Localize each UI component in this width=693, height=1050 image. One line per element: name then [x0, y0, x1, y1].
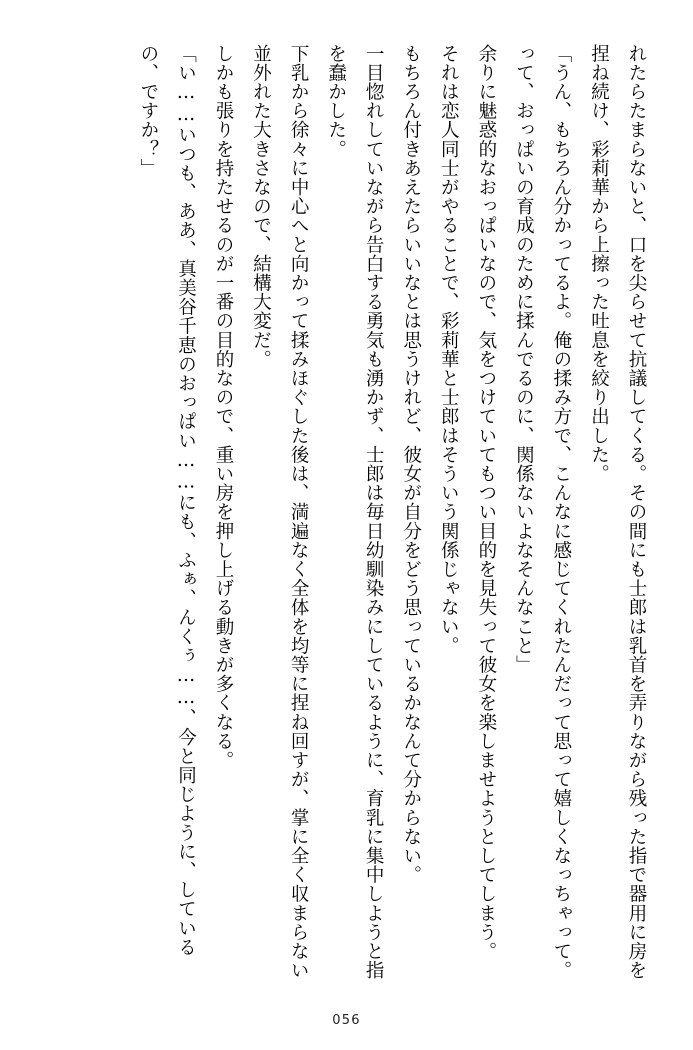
paragraph: 余りに魅惑的なおっぱいなので、気をつけていてもつい目的を見失って彼女を楽しませようとしてしまう。 [475, 44, 497, 961]
paragraph: それは恋人同士がやることで、彩莉華と士郎はそういう関係じゃない。 [438, 44, 460, 656]
paragraph: 下乳から徐々に中心へと向かって揉みほぐした後は、満遍なく全体を均等に捏ね回すが、掌に全く収まらない並外れた大きさなので、結構大変だ。 [250, 44, 310, 980]
page-number: 056 [332, 1013, 361, 1028]
paragraph: 「い……いつも、ああ、真美谷千恵のおっぱい……にも、ふぁ、んくぅ……、今と同じように、しているの、ですか？」 [137, 44, 197, 957]
paragraph: もちろん付きあえたらいいなとは思うけれど、彼女が自分をどう思っているかなんて分からない。 [400, 44, 422, 885]
paragraph: れたらたまらないと、口を尖らせて抗議してくる。その間にも士郎は乳首を弄りながら残った指で器用に房を捏ね続け、彩莉華から上擦った吐息を絞り出した。 [588, 44, 647, 980]
vertical-text-body [40, 44, 655, 984]
paragraph: しかも張りを持たせるのが一番の目的なので、重い房を押し上げる動きが多くなる。 [212, 44, 234, 770]
paragraph: 「うん、もちろん分かってるよ。俺の揉み方で、こんなに感じてくれたんだって思って嬉しくなっちゃって。って、おっぱいの育成のために揉んでるのに、関係ないよなそんなこと」 [513, 44, 572, 980]
paragraph: 一目惚れしていながら告白する勇気も湧かず、士郎は毎日幼馴染みにしているように、育乳に集中しようと指を蠢かした。 [325, 44, 385, 980]
